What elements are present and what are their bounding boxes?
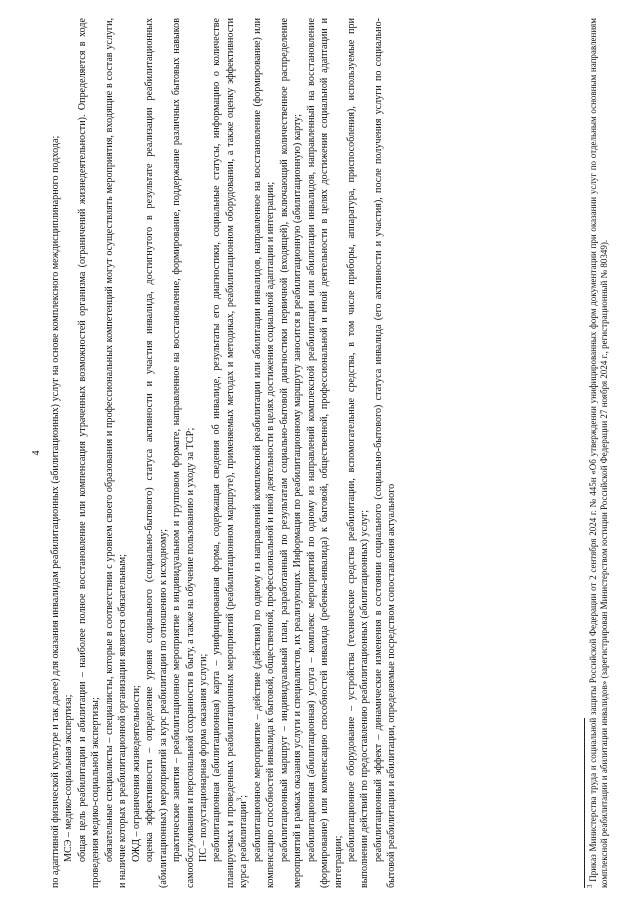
paragraph-rehab-effect: реабилитационный эффект – динамические изменения в состоянии социального (социально-бытового) статуса инвалида (его активности и участия), после получения услуги по социально-бытовой реабилитации и абилитации, определяемые посредством сопоставления актуального [372,18,398,888]
footnote-reference: 3 [235,797,244,802]
rehab-card-end: ; [238,794,250,798]
paragraph-rehab-service: реабилитационная (абилитационная) услуга – комплекс мероприятий по одному из направлений комплексной реабилитации или абилитации инвалидов, направленный на восстановление (формирование) или компенсацию способностей инвалида (ребенка-инвалида) к бытовой, общественной, профессиональной и иной деятельности в целях достижения социальной адаптации и интеграции; [305,18,344,888]
paragraph-ps: ПС – полустационарная форма оказания услуги; [197,653,209,862]
footnote-text: Приказ Министерства труда и социальной защиты Российской Федерации от 2 сентября 2024 г. № 445н «Об утверждении унифицированных форм документации при оказании услуг по отдельным основным направлениям комплексной реабилитации и абилитации инвалидов» (зарегистрирован Министерством юстиции Российской Федерации 27 ноября 2024 г., регистрационный № 80349). [587,18,609,888]
rotated-document-body [30,18,610,888]
footnote-marker: 3 [585,884,594,888]
paragraph-efficiency-assessment: оценка эффективности – определение уровня социального (социально-бытового) статуса активности и участия инвалида, достигнутого в результате реализации реабилитационных (абилитационных) мероприятий за курс реабилитации по отношению к исходному; [144,18,169,888]
paragraph-continuation: по адаптивной физической культуре и так далее) для оказания инвалидам реабилитационных (абилитационных) услуг на основе комплексного междисциплинарного подхода; [50,135,61,888]
paragraph-mandatory-specialists: обязательные специалисты – специалисты, которые в соответствии с уровнем своего образования и профессиональных компетенций могут осуществлять мероприятия, входящие в состав услуги, и наличие которых в реабилитационной организации является обязательным; [103,18,129,888]
paragraph-practical-classes: практические занятия – реабилитационное мероприятие в индивидуальном и групповом формате, направленное на восстановление, формирование, поддержание различных бытовых навыков самообслуживания и персональной сохранности в быту, а также на обучение пользованию и уходу за ТСР; [171,18,196,888]
paragraph-mse: МСЭ – медико-социальная экспертиза; [63,694,75,862]
footnote-area [584,18,610,888]
paragraph-ozhd: ОЖД – ограничения жизнедеятельности; [130,685,142,862]
paragraph-general-goal: общая цель реабилитации и абилитации – наиболее полное восстановление или компенсация утраченных возможностей организма (ограничений жизнедеятельности). Определяется в ходе проведения медико-социальной экспертизы; [76,18,102,888]
paragraph-rehab-card [210,18,250,888]
paragraph-rehab-route: реабилитационный маршрут – индивидуальный план, разработанный по результатам социально-бытовой диагностики первичной (входящей), включающий количественное распределение мероприятий в рамках оказания услуги и специалистов, их реализующих. Информация по реабилитационному маршруту заносится в реабилитационную (абилитационную) карту; [278,18,304,888]
footnote [585,18,610,888]
paragraph-rehab-equipment: реабилитационное оборудование – устройства (технические средства реабилитации, вспомогательные средства, в том числе приборы, аппаратура, приспособления), используемые при выполнении действий по предоставлению реабилитационных (абилитационных) услуг; [345,18,371,888]
page-number: 4 [31,450,42,456]
rehab-card-text: реабилитационная (абилитационная) карта – унифицированная форма, содержащая сведения об инвалиде, результаты его диагностики, социальные статусы, информацию о количестве планируемых и проведенных реабилитационных мероприятий (реабилитационном маршруте), применяемых методах и методиках, реабилитационном оборудовании, а также оценку эффективности курса реабилитации [211,18,250,888]
paragraph-rehab-activity: реабилитационное мероприятие – действие (действия) по одному из направлений комплексной реабилитации или абилитации инвалидов, направленное на восстановление (формирование) или компенсацию способностей инвалида к бытовой, общественной, профессиональной и иной деятельности в целях достижения социальной адаптации и интеграции; [251,18,277,888]
footnote-divider [584,718,585,888]
